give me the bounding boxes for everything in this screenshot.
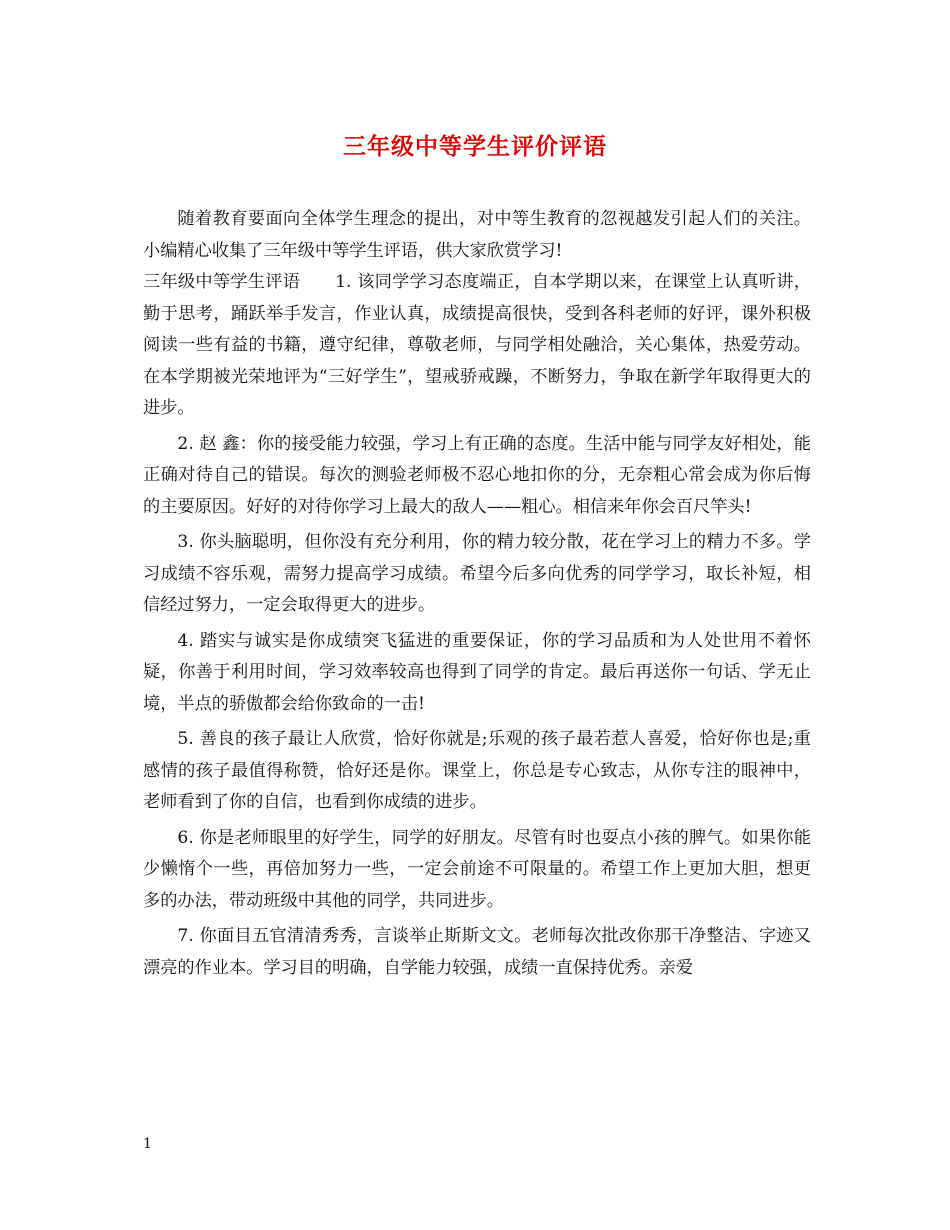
- comment-paragraph-6: 6. 你是老师眼里的好学生，同学的好朋友。尽管有时也耍点小孩的脾气。如果你能少懒惰个一些，再倍加努力一些，一定会前途不可限量的。希望工作上更加大胆，想更多的办法，带动班级中其他的同学，共同进步。: [143, 827, 811, 911]
- comment-paragraph-3: 3. 你头脑聪明，但你没有充分利用，你的精力较分散，花在学习上的精力不多。学习成绩不容乐观，需努力提高学习成绩。希望今后多向优秀的同学学习，取长补短，相信经过努力，一定会取得更大的进步。: [143, 532, 811, 615]
- comment-paragraph-2: 2. 赵 鑫：你的接受能力较强，学习上有正确的态度。生活中能与同学友好相处，能正确对待自己的错误。每次的测验老师极不忍心地扣你的分，无奈粗心常会成为你后悔的主要原因。好好的对待你学习上最大的敌人——粗心。相信来年你会百尺竿头!: [143, 433, 811, 517]
- page-title: 三年级中等学生评价评语: [343, 133, 607, 160]
- intro-paragraph: 随着教育要面向全体学生理念的提出，对中等生教育的忽视越发引起人们的关注。小编精心收集了三年级中等学生评语，供大家欣赏学习!: [143, 209, 811, 261]
- comment-paragraph-1: 三年级中等学生评语 1. 该同学学习态度端正，自本学期以来，在课堂上认真听讲，勤于思考，踊跃举手发言，作业认真，成绩提高很快，受到各科老师的好评，课外积极阅读一些有益的书籍，遵守纪律，尊敬老师，与同学相处融洽，关心集体，热爱劳动。在本学期被光荣地评为“三好学生”，望戒骄戒躁，不断努力，争取在新学年取得更大的进步。: [143, 272, 811, 418]
- comment-paragraph-5: 5. 善良的孩子最让人欣赏，恰好你就是;乐观的孩子最若惹人喜爱，恰好你也是;重感情的孩子最值得称赞，恰好还是你。课堂上，你总是专心致志，从你专注的眼神中，老师看到了你的自信，也看到你成绩的进步。: [143, 729, 811, 812]
- comment-paragraph-7: 7. 你面目五官清清秀秀，言谈举止斯斯文文。老师每次批改你那干净整洁、字迹又漂亮的作业本。学习目的明确，自学能力较强，成绩一直保持优秀。亲爱: [143, 926, 811, 978]
- page-number: 1: [143, 1136, 152, 1152]
- comment-paragraph-4: 4. 踏实与诚实是你成绩突飞猛进的重要保证，你的学习品质和为人处世用不着怀疑，你善于利用时间，学习效率较高也得到了同学的肯定。最后再送你一句话、学无止境，半点的骄傲都会给你致命的一击!: [143, 630, 811, 714]
- document-body: [143, 204, 811, 984]
